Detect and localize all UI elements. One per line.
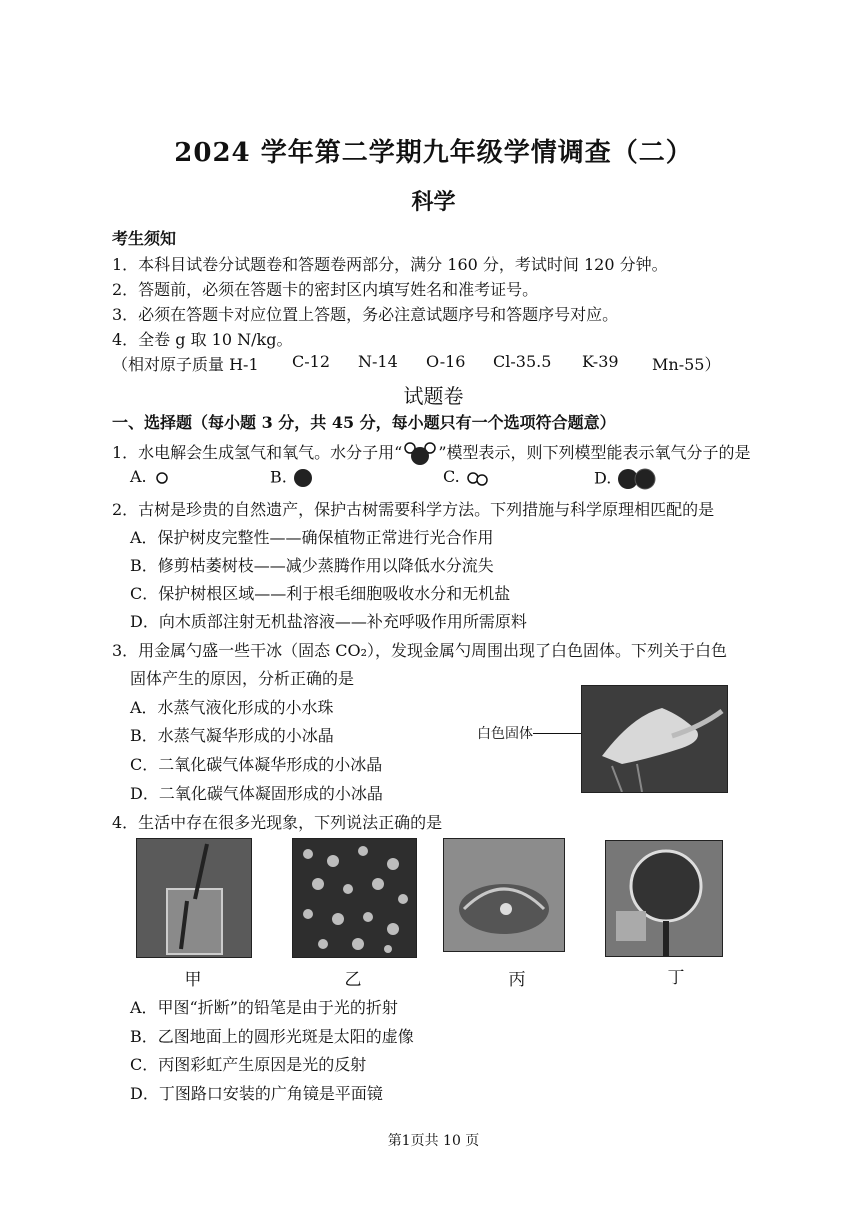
exam-title: 2024 学年第二学期九年级学情调查（二） [174,138,693,168]
caption-yi: 乙 [344,970,362,990]
q2-option-b: B．修剪枯萎树枝——减少蒸腾作用以降低水分流失 [130,556,494,575]
atomic-mass-label: （相对原子质量 H-1 [112,355,259,374]
label-leader-line [533,733,585,734]
subject-title: 科学 [411,189,456,215]
atomic-mass-n: N-14 [358,352,398,371]
section-heading: 一、选择题（每小题 3 分，共 45 分，每小题只有一个选项符合题意） [112,413,616,432]
q4-stem: 4．生活中存在很多光现象，下列说法正确的是 [112,813,443,832]
q3-stem-line1: 3．用金属勺盛一些干冰（固态 CO₂），发现金属勺周围出现了白色固体。下列关于白色 [112,641,728,660]
q2-stem: 2．古树是珍贵的自然遗产，保护古树需要科学方法。下列措施与科学原理相匹配的是 [112,500,715,519]
photo-jia-pencil-in-water [136,838,252,958]
q4-option-a: A．甲图“折断”的铅笔是由于光的折射 [130,998,398,1017]
q1-stem [112,440,751,466]
caption-bing: 丙 [508,970,526,990]
atomic-mass-c: C-12 [292,352,331,371]
single-small-atom-icon [152,468,172,488]
q1-option-a-label: A. [130,467,147,486]
q1-option-b [270,467,314,489]
q1-stem-part1: 1．水电解会生成氢气和氧气。水分子用“ [112,443,403,462]
q4-option-c: C．丙图彩虹产生原因是光的反射 [130,1055,367,1074]
q2-option-a: A．保护树皮完整性——确保植物正常进行光合作用 [130,528,494,547]
q1-option-c-label: C. [443,467,460,486]
q2-option-c: C．保护树根区域——利于根毛细胞吸收水分和无机盐 [130,584,511,603]
atomic-mass-k: K-39 [582,352,619,371]
q1-option-c [443,467,491,488]
dry-ice-spoon-photo [581,685,728,793]
q2-option-d: D．向木质部注射无机盐溶液——补充呼吸作用所需原料 [130,612,527,631]
atomic-mass-cl: Cl-35.5 [493,352,552,371]
notice-item-2: 2．答题前，必须在答题卡的密封区内填写姓名和准考证号。 [112,280,539,299]
two-large-atoms-icon [616,467,658,491]
caption-jia: 甲 [184,970,202,990]
page-number: 第1页共 10 页 [387,1133,480,1149]
caption-ding: 丁 [667,968,685,988]
q3-option-d: D．二氧化碳气体凝固形成的小冰晶 [130,784,383,803]
q1-option-b-label: B. [270,467,287,487]
white-solid-label: 白色固体 [477,726,533,742]
notice-heading: 考生须知 [112,229,177,248]
q1-option-d [594,467,658,491]
q1-option-a [130,467,172,488]
q3-option-a: A．水蒸气液化形成的小水珠 [130,698,334,717]
paper-heading: 试题卷 [403,384,464,408]
water-molecule-icon [402,442,438,466]
notice-item-4: 4．全卷 g 取 10 N/kg。 [112,330,293,349]
q1-option-d-label: D. [594,468,612,488]
notice-item-1: 1．本科目试卷分试题卷和答题卷两部分，满分 160 分，考试时间 120 分钟。 [112,255,668,274]
notice-item-3: 3．必须在答题卡对应位置上答题，务必注意试题序号和答题序号对应。 [112,305,619,324]
q1-stem-part2: ”模型表示，则下列模型能表示氧气分子的是 [438,443,751,462]
atomic-mass-o: O-16 [426,352,466,371]
q3-option-c: C．二氧化碳气体凝华形成的小冰晶 [130,755,383,774]
photo-ding-convex-mirror [605,840,723,957]
single-large-atom-icon [292,467,314,489]
q3-stem-line2: 固体产生的原因，分析正确的是 [130,669,355,688]
photo-yi-light-spots [292,838,417,958]
atomic-mass-mn: Mn-55） [652,355,721,374]
q3-option-b: B．水蒸气凝华形成的小冰晶 [130,726,334,745]
q4-option-d: D．丁图路口安装的广角镜是平面镜 [130,1084,383,1103]
q4-option-b: B．乙图地面上的圆形光斑是太阳的虚像 [130,1027,414,1046]
two-small-atoms-icon [465,468,491,488]
photo-bing-rainbow [443,838,565,952]
